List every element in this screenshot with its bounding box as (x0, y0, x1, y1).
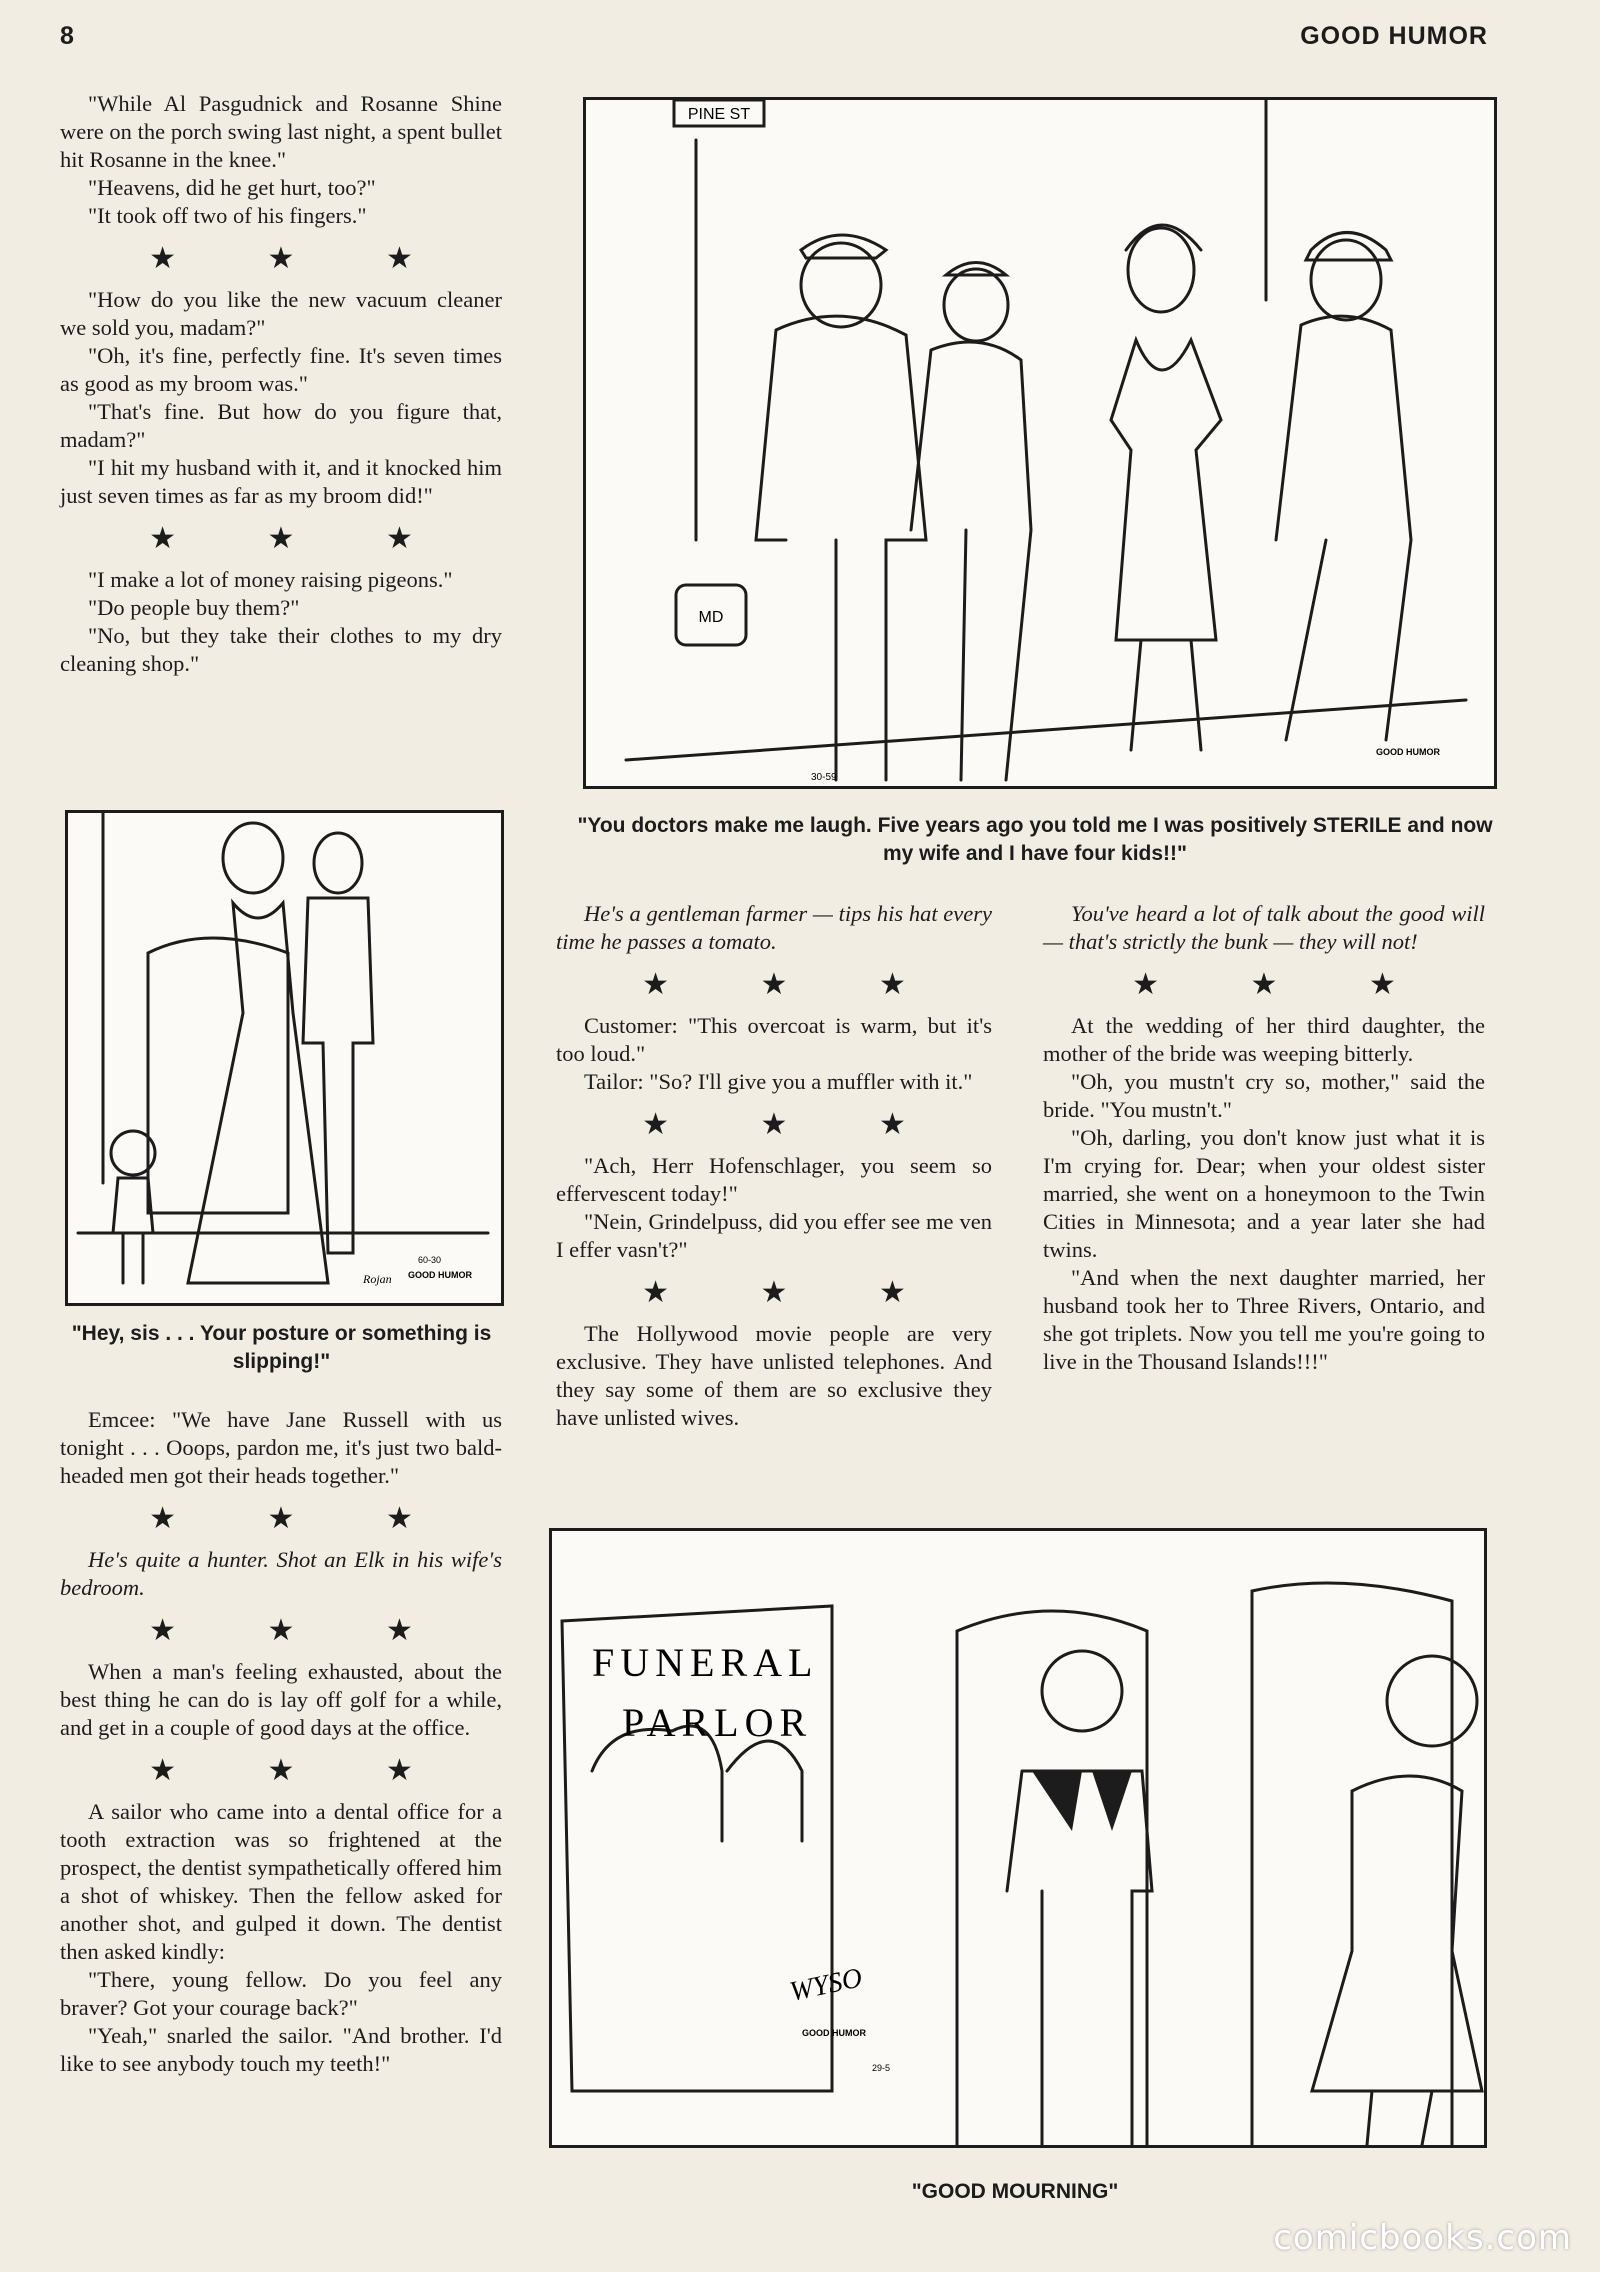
star-divider: ★ ★ ★ (149, 1614, 455, 1647)
cartoon-date: 60-30 (418, 1255, 442, 1265)
magazine-title: GOOD HUMOR (1300, 22, 1488, 50)
jokes-column-2 (556, 900, 992, 1432)
star-divider: ★ ★ ★ (642, 1108, 948, 1141)
joke-text: "Oh, darling, you don't know just what it is I'm crying for. Dear; when your oldest sister married, she went on a honeymoon to the Twin Cities in Minnesota; and a year later she had twins. (1043, 1125, 1485, 1262)
joke-text: "Oh, it's fine, perfectly fine. It's seven times as good as my broom was." (60, 343, 502, 396)
cartoon-funeral-parlor-drawing (552, 1531, 1484, 2145)
joke-text: "While Al Pasgudnick and Rosanne Shine were on the porch swing last night, a spent bullet hit Rosanne in the knee." (60, 91, 502, 172)
joke-text: "There, young fellow. Do you feel any braver? Got your courage back?" (60, 1967, 502, 2020)
joke-text: He's a gentleman farmer — tips his hat every time he passes a tomato. (556, 901, 992, 954)
watermark: comicbooks.com (1273, 2218, 1572, 2258)
cartoon-pine-street-caption: "You doctors make me laugh. Five years ago you told me I was positively STERILE and now my wife and I have four kids!!" (577, 814, 1493, 865)
pine-st-sign-text: PINE ST (687, 106, 751, 123)
funeral-sign-line2: PARLOR (622, 1700, 813, 1745)
bag-label: MD (698, 609, 724, 626)
cartoon-pine-street-drawing (586, 100, 1494, 786)
joke-text: Emcee: "We have Jane Russell with us tonight . . . Ooops, pardon me, it's just two bald-headed men got their heads together." (60, 1407, 502, 1488)
joke-text: "Do people buy them?" (88, 595, 300, 620)
joke-text: You've heard a lot of talk about the good will — that's strictly the bunk — they will not! (1043, 901, 1485, 954)
cartoon-funeral-parlor-caption: "GOOD MOURNING" (911, 2180, 1119, 2203)
cartoon-date: 30-59 (811, 772, 837, 783)
cartoon-party-caption: "Hey, sis . . . Your posture or something is slipping!" (71, 1322, 492, 1373)
cartoon-credit: GOOD HUMOR (802, 2028, 866, 2038)
cartoon-credit: GOOD HUMOR (1376, 747, 1440, 757)
cartoon-signature: WYSO (787, 1962, 865, 2008)
cartoon-credit: GOOD HUMOR (408, 1270, 472, 1280)
joke-text: "Yeah," snarled the sailor. "And brother. I'd like to see anybody touch my teeth!" (60, 2023, 502, 2076)
cartoon-signature: Rojan (363, 1272, 392, 1286)
joke-text: "I make a lot of money raising pigeons." (88, 567, 453, 592)
page-number: 8 (60, 22, 75, 50)
joke-text: At the wedding of her third daughter, the mother of the bride was weeping bitterly. (1043, 1013, 1485, 1066)
joke-text: "Oh, you mustn't cry so, mother," said the bride. "You mustn't." (1043, 1069, 1485, 1122)
cartoon-funeral-parlor (549, 1528, 1487, 2148)
joke-text: "No, but they take their clothes to my dry cleaning shop." (60, 623, 502, 676)
joke-text: "Heavens, did he get hurt, too?" (88, 175, 376, 200)
star-divider: ★ ★ ★ (149, 242, 455, 275)
star-divider: ★ ★ ★ (1132, 968, 1438, 1001)
star-divider: ★ ★ ★ (642, 1276, 948, 1309)
joke-text: "It took off two of his fingers." (88, 203, 367, 228)
joke-text: Customer: "This overcoat is warm, but it's too loud." (556, 1013, 992, 1066)
joke-text: "That's fine. But how do you figure that, madam?" (60, 399, 502, 452)
joke-text: "Ach, Herr Hofenschlager, you seem so effervescent today!" (556, 1153, 992, 1206)
joke-text: Tailor: "So? I'll give you a muffler with it." (584, 1069, 973, 1094)
joke-text: "I hit my husband with it, and it knocked him just seven times as far as my broom did!" (60, 455, 502, 508)
joke-text: "How do you like the new vacuum cleaner we sold you, madam?" (60, 287, 502, 340)
joke-text: He's quite a hunter. Shot an Elk in his wife's bedroom. (60, 1547, 502, 1600)
joke-text: The Hollywood movie people are very exclusive. They have unlisted telephones. And they say some of them are so exclusive they have unlisted wives. (556, 1321, 992, 1430)
star-divider: ★ ★ ★ (149, 1502, 455, 1535)
joke-text: A sailor who came into a dental office for a tooth extraction was so frightened at the prospect, the dentist sympathetically offered him a shot of whiskey. Then the fellow asked for another shot, and gulped it down. The dentist then asked kindly: (60, 1799, 502, 1964)
cartoon-party-drawing (68, 813, 501, 1303)
star-divider: ★ ★ ★ (149, 522, 455, 555)
star-divider: ★ ★ ★ (149, 1754, 455, 1787)
funeral-sign-line1: FUNERAL (592, 1640, 819, 1685)
joke-text: "And when the next daughter married, her husband took her to Three Rivers, Ontario, and she got triplets. Now you tell me you're going to live in the Thousand Islands!!!" (1043, 1265, 1485, 1374)
cartoon-party (65, 810, 504, 1306)
cartoon-date: 29-5 (872, 2063, 891, 2073)
joke-text: "Nein, Grindelpuss, did you effer see me ven I effer vasn't?" (556, 1209, 992, 1262)
jokes-column-3 (1043, 900, 1485, 1376)
jokes-column-1-top (60, 90, 502, 678)
cartoon-pine-street (583, 97, 1497, 789)
jokes-column-1-bottom (60, 1406, 502, 2078)
joke-text: When a man's feeling exhausted, about the best thing he can do is lay off golf for a while, and get in a couple of good days at the office. (60, 1659, 502, 1740)
star-divider: ★ ★ ★ (642, 968, 948, 1001)
